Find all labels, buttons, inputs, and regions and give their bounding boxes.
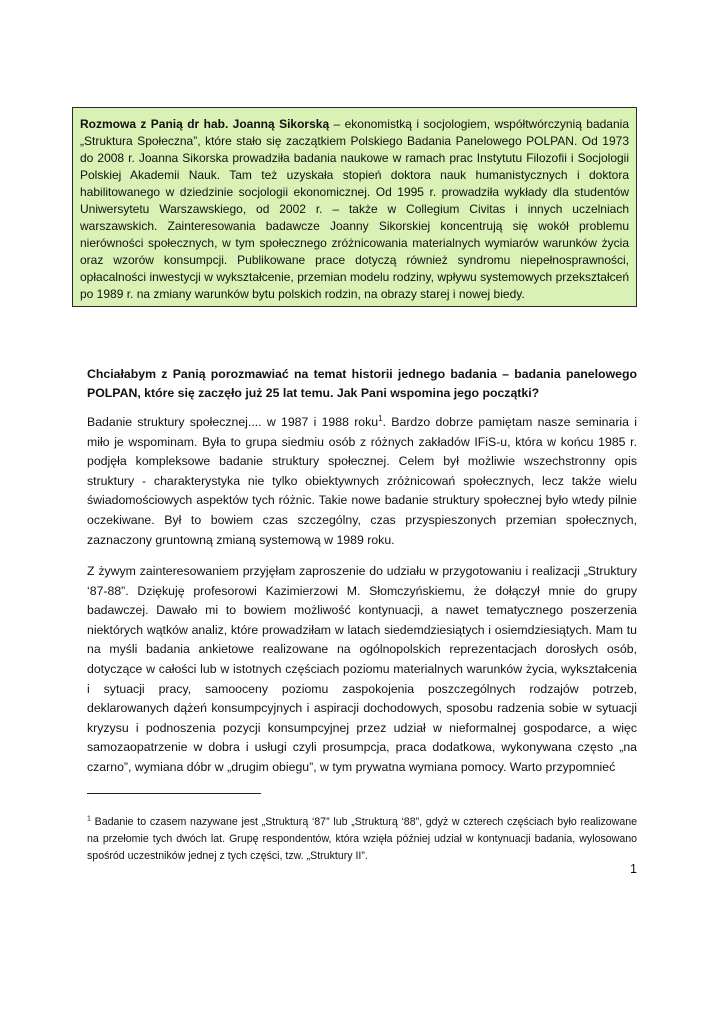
- intro-box: [72, 107, 637, 307]
- intro-lead: Rozmowa z Panią dr hab. Joanną Sikorską: [80, 117, 330, 131]
- footnote-marker: 1: [87, 815, 91, 823]
- answer-paragraph-1: [87, 413, 637, 550]
- footnote-text: Badanie to czasem nazywane jest „Strukturą ‘87” lub „Strukturą ‘88”, gdyż w czterech częściach było realizowane na przełomie tych dwóch lat. Grupę respondentów, która wzięła później udział w kontynuacji badania, wylosowano spośród uczestników jednej z tych części, tzw. „Struktury II”.: [87, 816, 637, 862]
- intro-text: – ekonomistką i socjologiem, współtwórczynią badania „Struktura Społeczna”, które stało się zaczątkiem Polskiego Badania Panelowego POLPAN. Od 1973 do 2008 r. Joanna Sikorska prowadziła badania naukowe w ramach prac Instytutu Filozofii i Socjologii Polskiej Akademii Nauk. Tam też uzyskała stopień doktora nauk humanistycznych i doktora habilitowanego w dziedzinie socjologii ekonomicznej. Od 1995 r. prowadziła wykłady dla studentów Uniwersytetu Warszawskiego, od 2002 r. – także w Collegium Civitas i innych uczelniach warszawskich. Zainteresowania badawcze Joanny Sikorskiej koncentrują się wokół problemu nierówności społecznych, w tym społecznego zróżnicowania materialnych wymiarów warunków życia oraz wzorów konsumpcji. Publikowane prace dotyczą również syndromu niepełnosprawności, opłacalności inwestycji w wykształcenie, przemian modelu rodziny, wpływu systemowych przekształceń po 1989 r. na zmiany warunków bytu polskich rodzin, na obrazy starej i nowej biedy.: [80, 117, 629, 301]
- footnote-ref[interactable]: 1: [378, 413, 383, 423]
- answer-paragraph-2: Z żywym zainteresowaniem przyjęłam zaproszenie do udziału w przygotowaniu i realizacji „Struktury ‘87-88”. Dziękuję profesorowi Kazimierzowi M. Słomczyńskiemu, że dołączył mnie do grupy badawczej. Dawało mi to bowiem możliwość kontynuacji, a nawet tematycznego poszerzenia niektórych wątków analiz, które prowadziłam w latach siedemdziesiątych i osiemdziesiątych. Mam tu na myśli badania ankietowe realizowane na ogólnopolskich reprezentacjach dorosłych osób, dotyczące w całości lub w istotnych częściach poziomu materialnych warunków życia, wykształcenia i sytuacji pracy, samooceny poziomu zaspokojenia poszczególnych rodzajów potrzeb, deklarowanych dążeń konsumpcyjnych i aspiracji dochodowych, sposobu radzenia sobie w sytuacji kryzysu i podnoszenia pozycji konsumpcyjnej przez udział w nieformalnej gospodarce, a więc samozaopatrzenie w dobra i usługi czyli prosumpcja, praca dodatkowa, wykonywana często „na czarno”, wymiana dóbr w „drugim obiegu”, w tym prywatna wymiana pomocy. Warto przypomnieć: [87, 564, 637, 774]
- answer-p1-rest: . Bardzo dobrze pamiętam nasze seminaria i miło je wspominam. Była to grupa siedmiu osób z różnych zakładów IFiS-u, która w końcu 1985 r. podjęła kompleksowe badanie struktury społecznej. Celem był możliwie wszechstronny opis struktury - charakterystyka nie tylko obiektywnych zróżnicowań społecznych, lecz także wielu świadomościowych aspektów tych różnic. Takie nowe badanie struktury społecznej było wtedy pilnie oczekiwane. Był to bowiem czas szczególny, czas przyspieszonych przemian społecznych, zaznaczony gruntowną zmianą systemową w 1989 roku.: [87, 415, 637, 547]
- answer-p1-start: Badanie struktury społecznej.... w 1987 i 1988 roku: [87, 415, 379, 429]
- interview-question: Chciałabym z Panią porozmawiać na temat historii jednego badania – badania panelowego POLPAN, które się zaczęło już 25 lat temu. Jak Pani wspomina jego początki?: [87, 367, 637, 400]
- footnote: [87, 814, 637, 865]
- page-number: 1: [630, 862, 637, 876]
- footnote-divider: [87, 793, 261, 794]
